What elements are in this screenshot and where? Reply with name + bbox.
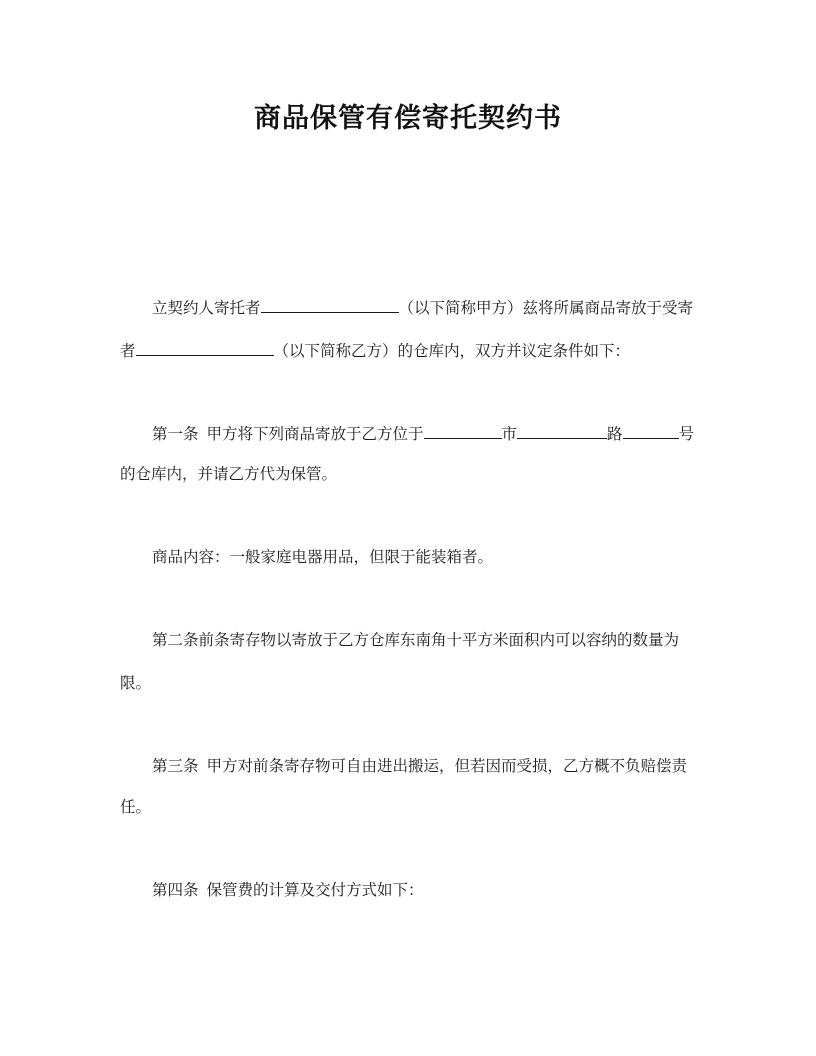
article2-line-1 [152,630,679,650]
article4-line [152,880,424,900]
intro-text-1: 立契约人寄托者 [152,299,261,317]
intro-line-2 [120,341,630,361]
road-blank[interactable] [517,424,607,439]
consignor-name-blank[interactable] [261,298,399,313]
article4-text: 保管费的计算及交付方式如下： [206,881,424,899]
custodian-name-blank[interactable] [136,341,274,356]
article2-text-1: 第二条前条寄存物以寄放于乙方仓库东南角十平方米面积内可以容纳的数量为 [152,631,680,649]
article3-line-1 [152,756,687,776]
intro-text-2: （以下简称甲方）兹将所属商品寄放于受寄 [398,299,694,317]
number-label: 号 [678,425,695,443]
city-blank[interactable] [424,424,502,439]
article3-text-1: 甲方对前条寄存物可自由进出搬运，但若因而受损，乙方概不负赔偿责 [206,757,688,775]
road-label: 路 [607,425,623,443]
intro-text-3: 者 [120,342,136,360]
city-label: 市 [501,425,518,443]
intro-line-1 [152,298,693,318]
intro-text-4: （以下简称乙方）的仓库内，双方并议定条件如下： [273,342,631,360]
goods-text: 商品内容：一般家庭电器用品，但限于能装箱者。 [152,548,494,566]
article4-label: 第四条 [152,881,199,899]
article3-text-2: 任。 [120,798,152,816]
number-blank[interactable] [623,424,679,439]
article3-label: 第三条 [152,757,199,775]
article1-label: 第一条 [152,425,199,443]
article2-text-2: 限。 [120,674,152,692]
article1-line-2 [120,464,337,484]
article3-line-2 [120,797,151,817]
article1-line-1 [152,424,694,444]
page-title: 商品保管有偿寄托契约书 [254,103,562,134]
article1-text-2: 的仓库内，并请乙方代为保管。 [120,465,338,483]
goods-line [152,547,493,567]
article1-text-1: 甲方将下列商品寄放于乙方位于 [206,425,424,443]
article2-line-2 [120,673,151,693]
